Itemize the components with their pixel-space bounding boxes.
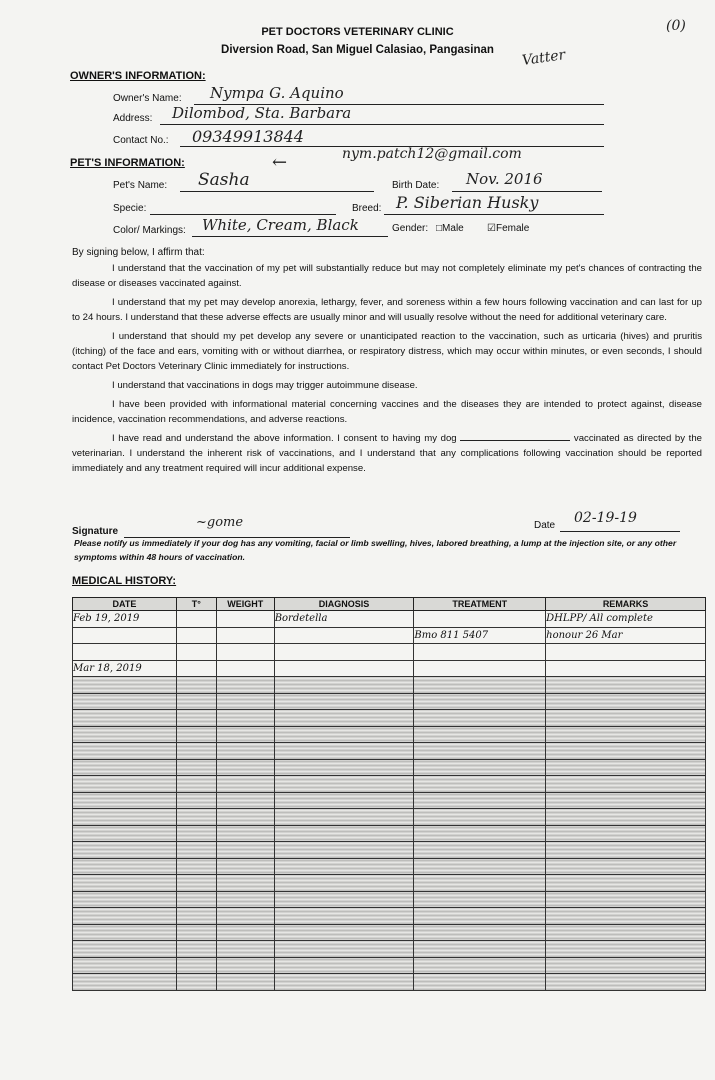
color-line — [192, 236, 388, 237]
table-cell[interactable] — [73, 842, 177, 859]
table-row — [73, 611, 706, 628]
gender-label: Gender: — [392, 223, 429, 234]
column-header: WEIGHT — [216, 598, 274, 611]
table-cell[interactable]: Feb 19, 2019 — [73, 611, 177, 628]
table-cell[interactable] — [546, 842, 706, 859]
table-cell[interactable] — [176, 875, 216, 892]
table-row — [73, 809, 706, 826]
column-header: REMARKS — [546, 598, 706, 611]
table-cell[interactable] — [546, 743, 706, 760]
consent-p5: I have been provided with informational material concerning vaccines and the diseases they are intended to protect against, disease incidence, vaccination recommendations, and adverse reactions. — [72, 399, 702, 425]
table-cell[interactable] — [414, 941, 546, 958]
table-cell[interactable] — [73, 891, 177, 908]
table-cell[interactable] — [414, 924, 546, 941]
table-cell[interactable]: Mar 18, 2019 — [73, 660, 177, 677]
table-cell[interactable] — [414, 875, 546, 892]
consent-intro: By signing below, I affirm that: — [72, 247, 205, 258]
specie-label: Specie: — [113, 203, 147, 214]
table-cell[interactable] — [274, 941, 414, 958]
consent-p6a: I have read and understand the above information. I consent to having my dog — [112, 433, 457, 444]
signature-scribble[interactable]: ~gome — [196, 515, 244, 530]
table-row — [73, 792, 706, 809]
table-cell[interactable] — [176, 627, 216, 644]
clinic-name: PET DOCTORS VETERINARY CLINIC — [261, 26, 454, 38]
column-header: TREATMENT — [414, 598, 546, 611]
table-cell[interactable] — [216, 627, 274, 644]
table-cell[interactable] — [414, 743, 546, 760]
table-cell[interactable] — [73, 644, 177, 661]
table-cell[interactable] — [176, 825, 216, 842]
table-cell[interactable] — [414, 858, 546, 875]
table-cell[interactable] — [73, 908, 177, 925]
consent-p3: I understand that should my pet develop any severe or unanticipated reaction to the vaccination, such as urticaria (hives) and pruritis (itching) of the face and ears, vomiting with or without diarrhea, or respiratory distress, which may occur within minutes, or even seconds, I should contact Pet Doctors Veterinary Clinic immediately for instructions. — [72, 331, 702, 372]
owner-address-label: Address: — [113, 113, 153, 124]
table-cell[interactable] — [274, 710, 414, 727]
owner-contact-label: Contact No.: — [113, 135, 169, 146]
table-cell[interactable] — [546, 924, 706, 941]
table-cell[interactable] — [546, 941, 706, 958]
table-cell[interactable] — [546, 660, 706, 677]
table-cell[interactable] — [274, 792, 414, 809]
table-cell[interactable] — [176, 974, 216, 991]
table-row — [73, 858, 706, 875]
table-cell[interactable] — [73, 693, 177, 710]
table-cell[interactable] — [176, 726, 216, 743]
table-cell[interactable] — [216, 693, 274, 710]
table-cell[interactable]: Bmo 811 5407 — [414, 627, 546, 644]
birth-date-value[interactable]: Nov. 2016 — [466, 170, 543, 188]
consent-p6b: vaccinated — [573, 433, 620, 444]
column-header: DATE — [73, 598, 177, 611]
table-cell[interactable] — [546, 776, 706, 793]
table-cell[interactable] — [176, 743, 216, 760]
table-cell[interactable]: DHLPP/ All complete — [546, 611, 706, 628]
table-cell[interactable] — [73, 941, 177, 958]
birth-date-line — [452, 191, 602, 192]
table-cell[interactable] — [216, 908, 274, 925]
table-cell[interactable] — [73, 677, 177, 694]
table-row — [73, 627, 706, 644]
owner-section-title: OWNER'S INFORMATION: — [70, 70, 206, 82]
table-cell[interactable] — [176, 644, 216, 661]
table-cell[interactable] — [216, 891, 274, 908]
table-cell[interactable] — [414, 726, 546, 743]
table-cell[interactable] — [414, 891, 546, 908]
table-cell[interactable] — [274, 809, 414, 826]
table-cell[interactable] — [216, 677, 274, 694]
table-cell[interactable] — [73, 776, 177, 793]
table-row — [73, 957, 706, 974]
table-cell[interactable] — [216, 974, 274, 991]
table-cell[interactable] — [216, 842, 274, 859]
table-cell[interactable] — [274, 858, 414, 875]
table-cell[interactable] — [274, 726, 414, 743]
table-cell[interactable] — [274, 957, 414, 974]
table-cell[interactable] — [546, 858, 706, 875]
table-row — [73, 875, 706, 892]
consent-p2: I understand that my pet may develop anorexia, lethargy, fever, and soreness within a few hours following vaccination and can last for up to 24 hours. I understand that these adverse effects are usually minor and will usually resolve without the need for additional veterinary care. — [72, 297, 702, 323]
table-cell[interactable] — [546, 693, 706, 710]
breed-label: Breed: — [352, 203, 382, 214]
table-cell[interactable] — [73, 627, 177, 644]
table-cell[interactable]: honour 26 Mar — [546, 627, 706, 644]
table-cell[interactable] — [176, 611, 216, 628]
table-cell[interactable] — [414, 825, 546, 842]
table-cell[interactable] — [546, 710, 706, 727]
date-line — [560, 531, 680, 532]
color-label: Color/ Markings: — [113, 225, 186, 236]
table-cell[interactable] — [274, 759, 414, 776]
clinic-address: Diversion Road, San Miguel Calasiao, Pangasinan — [221, 44, 494, 56]
female-label: Female — [495, 223, 530, 234]
table-cell[interactable] — [414, 710, 546, 727]
table-cell[interactable] — [216, 743, 274, 760]
breed-value[interactable]: P. Siberian Husky — [396, 193, 539, 212]
table-cell[interactable] — [176, 693, 216, 710]
female-checkbox-icon[interactable]: ☑ — [487, 223, 496, 234]
table-cell[interactable] — [216, 759, 274, 776]
table-cell[interactable] — [73, 743, 177, 760]
table-cell[interactable] — [216, 924, 274, 941]
table-cell[interactable] — [176, 710, 216, 727]
table-cell[interactable] — [176, 842, 216, 859]
pet-name-value[interactable]: Sasha — [198, 170, 250, 190]
table-row — [73, 743, 706, 760]
table-cell[interactable] — [216, 858, 274, 875]
table-cell[interactable] — [216, 941, 274, 958]
table-cell[interactable] — [414, 908, 546, 925]
table-cell[interactable] — [73, 957, 177, 974]
table-cell[interactable] — [546, 825, 706, 842]
table-row — [73, 726, 706, 743]
pet-name-line — [180, 191, 374, 192]
table-cell[interactable] — [274, 693, 414, 710]
table-cell[interactable] — [216, 726, 274, 743]
table-cell[interactable] — [216, 611, 274, 628]
table-cell[interactable] — [546, 891, 706, 908]
consent-p4: I understand that vaccinations in dogs may trigger autoimmune disease. — [112, 380, 418, 391]
table-cell[interactable] — [73, 974, 177, 991]
owner-contact-value[interactable]: 09349913844 — [192, 127, 304, 146]
table-cell[interactable] — [546, 759, 706, 776]
table-cell[interactable] — [176, 809, 216, 826]
table-cell[interactable] — [216, 957, 274, 974]
table-row — [73, 842, 706, 859]
table-cell[interactable] — [546, 677, 706, 694]
color-value[interactable]: White, Cream, Black — [202, 216, 359, 234]
table-cell[interactable] — [176, 924, 216, 941]
table-cell[interactable] — [216, 809, 274, 826]
date-label: Date — [534, 520, 556, 531]
table-row — [73, 677, 706, 694]
table-cell[interactable] — [73, 792, 177, 809]
consent-paragraphs — [72, 261, 702, 476]
table-cell[interactable] — [546, 957, 706, 974]
table-cell[interactable] — [176, 908, 216, 925]
table-cell[interactable] — [216, 825, 274, 842]
table-cell[interactable] — [414, 677, 546, 694]
table-cell[interactable] — [414, 974, 546, 991]
table-cell[interactable] — [274, 825, 414, 842]
specie-line — [150, 214, 336, 215]
table-row — [73, 825, 706, 842]
gender-female-option[interactable] — [487, 223, 529, 234]
table-cell[interactable] — [414, 809, 546, 826]
owner-address-line — [160, 124, 604, 125]
table-row — [73, 693, 706, 710]
pet-name-label: Pet's Name: — [113, 180, 168, 191]
table-cell[interactable] — [274, 644, 414, 661]
table-cell[interactable] — [176, 759, 216, 776]
table-cell[interactable] — [176, 792, 216, 809]
table-row — [73, 941, 706, 958]
table-cell[interactable] — [73, 924, 177, 941]
table-cell[interactable] — [546, 792, 706, 809]
table-cell[interactable] — [414, 644, 546, 661]
table-cell[interactable] — [546, 726, 706, 743]
table-cell[interactable] — [274, 660, 414, 677]
table-cell[interactable] — [73, 710, 177, 727]
signature-label: Signature — [72, 526, 119, 537]
dog-name-blank[interactable] — [460, 440, 570, 441]
table-cell[interactable] — [73, 726, 177, 743]
breed-line — [384, 214, 604, 215]
table-cell[interactable] — [546, 974, 706, 991]
medical-section-title: MEDICAL HISTORY: — [72, 575, 177, 587]
table-cell[interactable] — [176, 891, 216, 908]
table-row — [73, 776, 706, 793]
table-cell[interactable] — [216, 644, 274, 661]
table-cell[interactable] — [216, 710, 274, 727]
table-cell[interactable] — [176, 957, 216, 974]
table-cell[interactable] — [414, 842, 546, 859]
table-row — [73, 660, 706, 677]
table-cell[interactable] — [176, 858, 216, 875]
table-cell[interactable] — [73, 875, 177, 892]
table-row — [73, 974, 706, 991]
table-cell[interactable] — [414, 759, 546, 776]
table-cell[interactable] — [274, 627, 414, 644]
table-cell[interactable] — [414, 660, 546, 677]
column-header: DIAGNOSIS — [274, 598, 414, 611]
consent-p1: I understand that the vaccination of my pet will substantially reduce but may not completely eliminate my pet's chances of contracting the disease or diseases vaccinated against. — [72, 263, 702, 289]
male-checkbox-icon[interactable]: □ — [436, 223, 443, 234]
table-row — [73, 924, 706, 941]
table-row — [73, 644, 706, 661]
table-cell[interactable] — [274, 875, 414, 892]
consent-p6 — [72, 431, 702, 476]
table-cell[interactable] — [274, 974, 414, 991]
table-cell[interactable] — [176, 776, 216, 793]
table-cell[interactable] — [414, 611, 546, 628]
table-cell[interactable] — [216, 776, 274, 793]
table-cell[interactable] — [414, 776, 546, 793]
table-cell[interactable] — [176, 660, 216, 677]
birth-date-label: Birth Date: — [392, 180, 440, 191]
table-cell[interactable] — [274, 743, 414, 760]
table-cell[interactable] — [73, 759, 177, 776]
table-cell[interactable] — [274, 891, 414, 908]
table-cell[interactable] — [546, 908, 706, 925]
table-cell[interactable] — [414, 792, 546, 809]
corner-mark: (0) — [666, 18, 686, 34]
owner-address-value[interactable]: Dilombod, Sta. Barbara — [172, 104, 352, 122]
table-row — [73, 710, 706, 727]
table-cell[interactable] — [73, 825, 177, 842]
table-cell[interactable] — [414, 693, 546, 710]
medical-history-table — [72, 597, 706, 957]
table-cell[interactable] — [274, 908, 414, 925]
consent-p6c: as directed by the veterinarian. I understand the inherent risk of vaccinations, and I understand that any complications following vaccination should be reported immediately and any treatment required will incur additional expense. — [72, 433, 702, 474]
column-header: T° — [176, 598, 216, 611]
table-cell[interactable] — [274, 924, 414, 941]
table-row — [73, 908, 706, 925]
table-cell[interactable] — [274, 776, 414, 793]
arrow-icon: ← — [272, 152, 288, 173]
gender-male-option[interactable] — [436, 223, 464, 234]
table-cell[interactable] — [176, 677, 216, 694]
owner-name-label: Owner's Name: — [113, 93, 182, 104]
table-cell[interactable] — [216, 792, 274, 809]
table-cell[interactable] — [73, 809, 177, 826]
table-cell[interactable] — [274, 842, 414, 859]
table-cell[interactable] — [73, 858, 177, 875]
notice-text: Please notify us immediately if your dog has any vomiting, facial or limb swelling, hives, labored breathing, a lump at the injection site, or any other symptoms within 48 hours of vaccination. — [74, 538, 677, 562]
handwritten-note: Vatter — [521, 47, 567, 69]
table-row — [73, 759, 706, 776]
table-cell[interactable] — [274, 677, 414, 694]
table-cell[interactable] — [216, 660, 274, 677]
table-cell[interactable] — [414, 957, 546, 974]
table-cell[interactable] — [546, 875, 706, 892]
table-cell[interactable] — [176, 941, 216, 958]
table-cell[interactable] — [546, 809, 706, 826]
male-label: Male — [442, 223, 464, 234]
table-row — [73, 891, 706, 908]
table-cell[interactable] — [546, 644, 706, 661]
owner-email-value[interactable]: nym.patch12@gmail.com — [342, 146, 522, 162]
table-cell[interactable] — [216, 875, 274, 892]
table-cell[interactable]: Bordetella — [274, 611, 414, 628]
date-value[interactable]: 02-19-19 — [574, 510, 637, 526]
owner-name-value[interactable]: Nympa G. Aquino — [210, 84, 344, 102]
pet-section-title: PET'S INFORMATION: — [70, 157, 185, 169]
